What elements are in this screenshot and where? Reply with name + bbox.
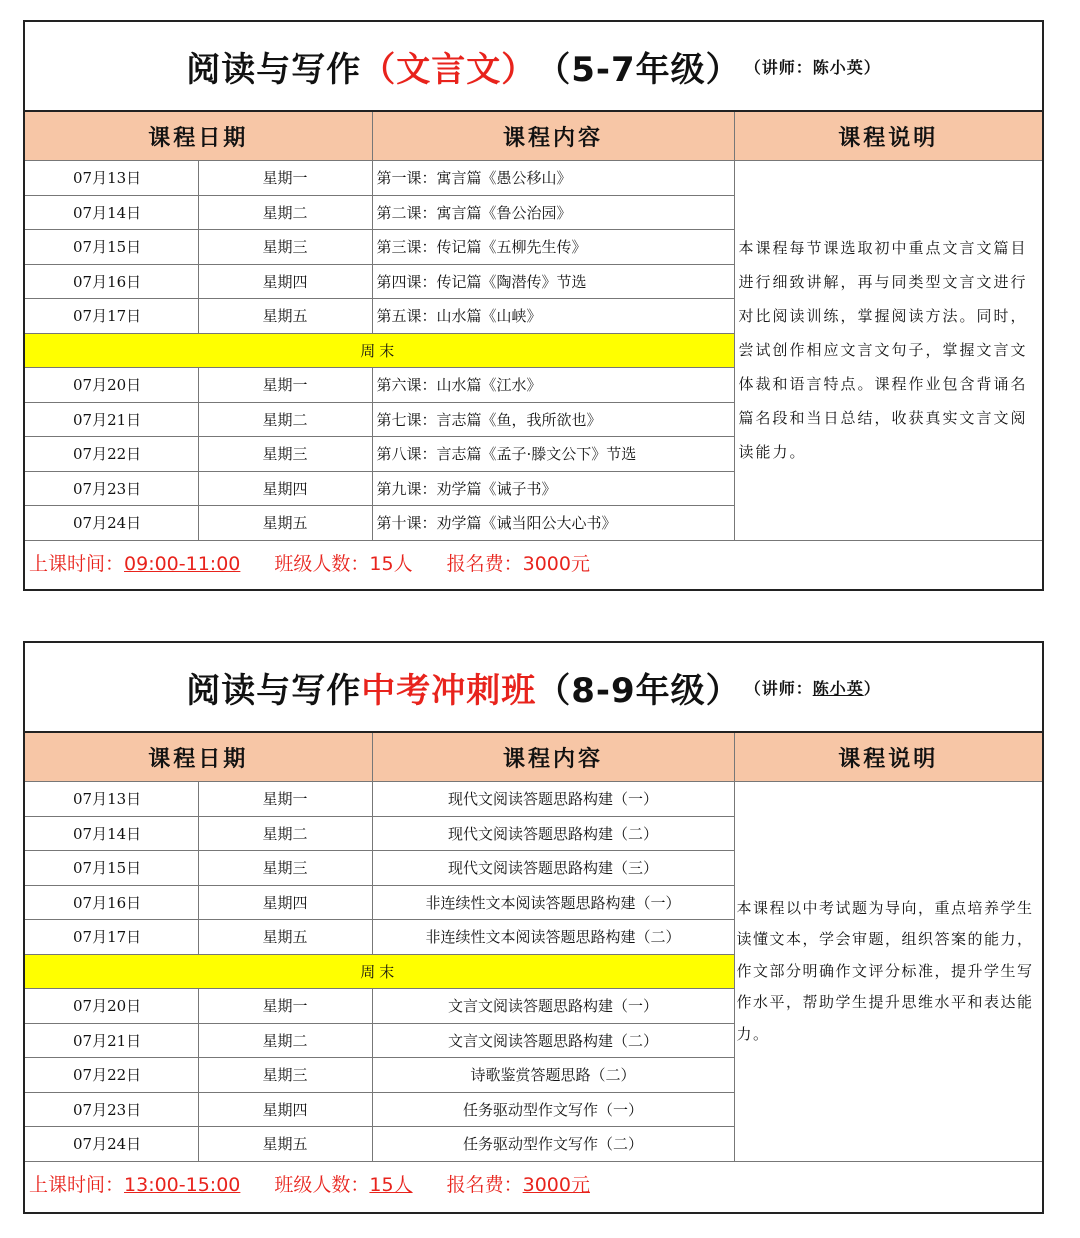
class-time: 上课时间：13:00-15:00 [29,1174,241,1196]
course-footer [25,541,1042,585]
content-cell: 第五课：山水篇《山峡》 [372,299,734,334]
date-cell: 07月13日 [25,782,198,817]
date-cell: 07月15日 [25,230,198,265]
content-cell: 第二课：寓言篇《鲁公治园》 [372,195,734,230]
header-date: 课程日期 [25,112,372,161]
date-cell: 07月15日 [25,851,198,886]
content-cell: 现代文阅读答题思路构建（三） [372,851,734,886]
date-cell: 07月22日 [25,437,198,472]
class-time-value: 09:00-11:00 [124,553,241,575]
course-description: 本课程每节课选取初中重点文言文篇目进行细致讲解，再与同类型文言文进行对比阅读训练，掌握阅读方法。同时，尝试创作相应文言文句子，掌握文言文体裁和语言特点。课程作业包含背诵名篇名段和当日总结，收获真实文言文阅读能力。 [734,161,1042,541]
date-cell: 07月21日 [25,1023,198,1058]
weekday-cell: 星期五 [198,1127,372,1162]
weekday-cell: 星期三 [198,1058,372,1093]
date-cell: 07月16日 [25,885,198,920]
schedule-table [25,733,1042,1162]
content-cell: 现代文阅读答题思路构建（二） [372,816,734,851]
instructor-label: （讲师：陈小英） [744,57,881,77]
enrollment-fee-value: 3000元 [522,553,590,575]
content-cell: 任务驱动型作文写作（二） [372,1127,734,1162]
content-cell: 第九课：劝学篇《诫子书》 [372,471,734,506]
weekday-cell: 星期二 [198,816,372,851]
content-cell: 第三课：传记篇《五柳先生传》 [372,230,734,265]
table-header-row [25,112,1042,161]
weekday-cell: 星期二 [198,1023,372,1058]
weekday-cell: 星期四 [198,471,372,506]
enrollment-fee: 报名费：3000元 [446,1174,590,1196]
content-cell: 第一课：寓言篇《愚公移山》 [372,161,734,196]
date-cell: 07月20日 [25,989,198,1024]
class-time: 上课时间：09:00-11:00 [29,553,241,575]
weekday-cell: 星期一 [198,161,372,196]
content-cell: 第十课：劝学篇《诫当阳公大心书》 [372,506,734,541]
content-cell: 非连续性文本阅读答题思路构建（一） [372,885,734,920]
date-cell: 07月16日 [25,264,198,299]
enrollment-fee: 报名费：3000元 [446,553,590,575]
date-cell: 07月20日 [25,368,198,403]
schedule-table [25,112,1042,541]
date-cell: 07月13日 [25,161,198,196]
class-size: 班级人数：15人 [274,553,413,575]
content-cell: 诗歌鉴赏答题思路（二） [372,1058,734,1093]
table-row [25,782,1042,817]
class-time-value: 13:00-15:00 [124,1174,241,1196]
date-cell: 07月17日 [25,299,198,334]
content-cell: 文言文阅读答题思路构建（二） [372,1023,734,1058]
weekday-cell: 星期三 [198,230,372,265]
class-size-value: 15人 [369,553,413,575]
class-size-value: 15人 [369,1174,413,1196]
content-cell: 现代文阅读答题思路构建（一） [372,782,734,817]
weekday-cell: 星期三 [198,437,372,472]
weekday-cell: 星期一 [198,368,372,403]
weekday-cell: 星期四 [198,1092,372,1127]
course-description: 本课程以中考试题为导向，重点培养学生读懂文本，学会审题，组织答案的能力，作文部分明确作文评分标准，提升学生写作水平，帮助学生提升思维水平和表达能力。 [734,782,1042,1162]
course-card-classical-chinese [23,20,1044,591]
title-highlight: 中考冲刺班 [361,670,537,711]
course-card-exam-sprint [23,641,1044,1214]
title-grade: （8-9年级） [536,670,741,711]
weekday-cell: 星期五 [198,506,372,541]
weekday-cell: 星期一 [198,782,372,817]
weekday-cell: 星期三 [198,851,372,886]
date-cell: 07月23日 [25,1092,198,1127]
class-size: 班级人数：15人 [274,1174,413,1196]
weekday-cell: 星期五 [198,299,372,334]
date-cell: 07月23日 [25,471,198,506]
content-cell: 第四课：传记篇《陶潜传》节选 [372,264,734,299]
date-cell: 07月24日 [25,506,198,541]
header-desc: 课程说明 [734,733,1042,782]
weekday-cell: 星期四 [198,264,372,299]
header-date: 课程日期 [25,733,372,782]
content-cell: 文言文阅读答题思路构建（一） [372,989,734,1024]
instructor-name: 陈小英 [812,678,864,698]
instructor-label: （讲师：陈小英） [744,678,881,698]
header-desc: 课程说明 [734,112,1042,161]
weekday-cell: 星期五 [198,920,372,955]
course-title [25,643,1042,733]
instructor-name: 陈小英 [812,57,864,77]
content-cell: 第六课：山水篇《江水》 [372,368,734,403]
title-main: 阅读与写作 [186,670,362,711]
date-cell: 07月14日 [25,195,198,230]
date-cell: 07月24日 [25,1127,198,1162]
header-content: 课程内容 [372,112,734,161]
table-header-row [25,733,1042,782]
course-title [25,22,1042,112]
weekday-cell: 星期二 [198,195,372,230]
table-row [25,161,1042,196]
title-highlight: （文言文） [361,49,537,90]
content-cell: 第七课：言志篇《鱼，我所欲也》 [372,402,734,437]
date-cell: 07月21日 [25,402,198,437]
date-cell: 07月14日 [25,816,198,851]
title-main: 阅读与写作 [186,49,362,90]
content-cell: 第八课：言志篇《孟子·滕文公下》节选 [372,437,734,472]
content-cell: 非连续性文本阅读答题思路构建（二） [372,920,734,955]
header-content: 课程内容 [372,733,734,782]
weekday-cell: 星期四 [198,885,372,920]
weekend-label: 周末 [25,954,734,989]
date-cell: 07月22日 [25,1058,198,1093]
enrollment-fee-value: 3000元 [522,1174,590,1196]
content-cell: 任务驱动型作文写作（一） [372,1092,734,1127]
title-grade: （5-7年级） [536,49,741,90]
weekday-cell: 星期二 [198,402,372,437]
date-cell: 07月17日 [25,920,198,955]
weekend-label: 周末 [25,333,734,368]
weekday-cell: 星期一 [198,989,372,1024]
course-footer [25,1162,1042,1206]
